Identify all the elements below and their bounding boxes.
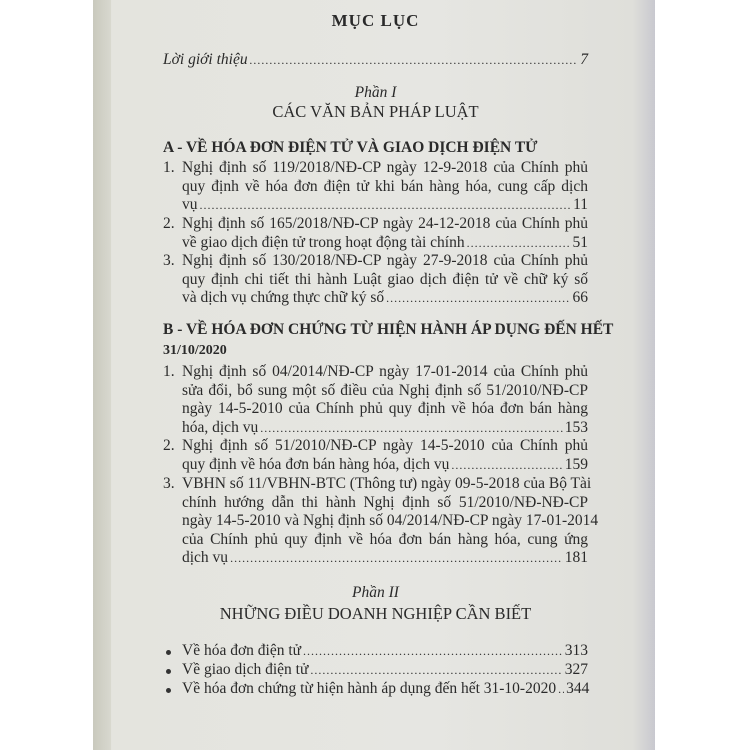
- entry-page: 327: [564, 661, 588, 678]
- entry-number: 1.: [163, 363, 175, 380]
- dot-leader: [200, 196, 572, 214]
- entry-line: Nghị định số 130/2018/NĐ-CP ngày 27-9-2018 của Chính phủ: [182, 252, 588, 269]
- entry-text: Về hóa đơn điện tử: [182, 642, 302, 659]
- dot-leader: [230, 549, 563, 567]
- page-title: MỤC LỤC: [331, 11, 420, 30]
- entry-text: Về giao dịch điện tử: [182, 661, 309, 678]
- entry-line: [182, 289, 588, 307]
- entry-page: 51: [572, 233, 588, 251]
- entry-line: [182, 419, 588, 437]
- entry-line: Nghị định số 51/2010/NĐ-CP ngày 14-5-2010 của Chính phủ: [182, 437, 588, 454]
- dot-leader: [303, 642, 563, 660]
- entry-page: 11: [573, 196, 588, 214]
- dot-leader: [467, 234, 571, 252]
- dot-leader: [386, 289, 570, 307]
- entry-page: 159: [564, 455, 588, 473]
- part2-label: Phần II: [352, 584, 399, 601]
- entry-line: VBHN số 11/VBHN-BTC (Thông tư) ngày 09-5-2018 của Bộ Tài: [182, 475, 592, 492]
- entry-page: 66: [572, 289, 588, 307]
- entry-line: [182, 196, 588, 214]
- entry-line: Nghị định số 04/2014/NĐ-CP ngày 17-01-2014 của Chính phủ: [182, 363, 588, 380]
- entry-line: [182, 234, 588, 252]
- entry-page: 313: [564, 642, 588, 659]
- entry-line: sửa đổi, bổ sung một số điều của Nghị định số 51/2010/NĐ-CP: [182, 381, 588, 399]
- entry-text: quy định về hóa đơn bán hàng hóa, dịch vụ: [182, 455, 450, 473]
- entry-number: 2.: [163, 215, 175, 232]
- entry-number: 1.: [163, 159, 175, 176]
- entry-line: [182, 456, 588, 474]
- entry-line: Nghị định số 119/2018/NĐ-CP ngày 12-9-2018 của Chính phủ: [182, 159, 588, 176]
- toc-entry[interactable]: [182, 680, 588, 698]
- entry-text: hóa, dịch vụ: [182, 418, 259, 436]
- section-b-heading-date: 31/10/2020: [163, 343, 227, 358]
- dot-leader: [250, 51, 579, 69]
- part1-label: Phần I: [354, 84, 397, 101]
- dot-leader: [310, 661, 562, 679]
- entry-line: ngày 14-5-2010 và Nghị định số 04/2014/NĐ-CP ngày 17-01-2014: [182, 512, 599, 530]
- page-edge: [93, 0, 111, 750]
- entry-line: Nghị định số 165/2018/NĐ-CP ngày 24-12-2018 của Chính phủ: [182, 215, 588, 232]
- entry-page: 7: [580, 51, 588, 68]
- dot-leader: [451, 456, 562, 474]
- entry-line: quy định về hóa đơn điện tử khi bán hàng hóa, cung cấp dịch: [182, 177, 588, 195]
- section-a-heading: A - VỀ HÓA ĐƠN ĐIỆN TỬ VÀ GIAO DỊCH ĐIỆN TỬ: [163, 139, 538, 156]
- entry-line: chính hướng dẫn thi hành Nghị định số 51/2010/NĐ-NĐ-CP: [182, 493, 588, 511]
- entry-text: về giao dịch điện tử trong hoạt động tài chính: [182, 233, 465, 251]
- toc-entry[interactable]: [182, 661, 588, 679]
- part2-heading: NHỮNG ĐIỀU DOANH NGHIỆP CẦN BIẾT: [219, 604, 532, 623]
- entry-page: 344: [566, 680, 590, 697]
- entry-page: 181: [564, 549, 588, 567]
- bullet-icon: [166, 650, 171, 655]
- entry-text: dịch vụ: [182, 549, 229, 567]
- entry-text: và dịch vụ chứng thực chữ ký số: [182, 289, 385, 307]
- bullet-icon: [166, 669, 171, 674]
- toc-entry[interactable]: [182, 642, 588, 660]
- entry-number: 3.: [163, 475, 175, 492]
- part1-heading: CÁC VĂN BẢN PHÁP LUẬT: [272, 102, 479, 121]
- toc-entry-intro[interactable]: [163, 51, 588, 69]
- entry-line: [182, 549, 588, 567]
- dot-leader: [260, 419, 563, 437]
- entry-line: của Chính phủ quy định về hóa đơn bán hàng hóa, cung ứng: [182, 530, 588, 548]
- entry-label: Lời giới thiệu: [163, 51, 248, 68]
- entry-number: 2.: [163, 437, 175, 454]
- entry-page: 153: [564, 418, 588, 436]
- entry-text: vụ: [182, 196, 198, 214]
- bullet-icon: [166, 688, 171, 693]
- dot-leader: [558, 680, 564, 698]
- section-b-heading: B - VỀ HÓA ĐƠN CHỨNG TỪ HIỆN HÀNH ÁP DỤNG ĐẾN HẾT: [163, 321, 614, 338]
- entry-number: 3.: [163, 252, 175, 269]
- entry-text: Về hóa đơn chứng từ hiện hành áp dụng đến hết 31-10-2020: [182, 680, 557, 697]
- entry-line: quy định chi tiết thi hành Luật giao dịch điện tử về chữ ký số: [182, 270, 588, 288]
- entry-line: ngày 14-5-2010 của Chính phủ quy định về hóa đơn bán hàng: [182, 400, 588, 418]
